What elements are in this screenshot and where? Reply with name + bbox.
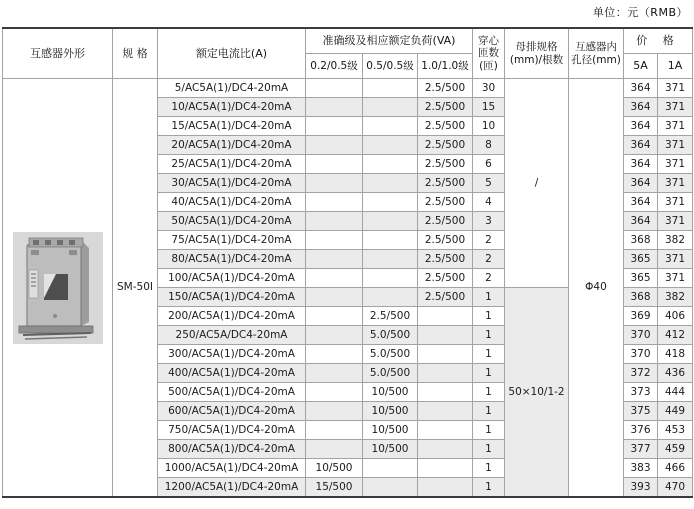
acc-02-cell: [306, 421, 363, 440]
acc-02-cell: [306, 288, 363, 307]
acc-02-cell: 10/500: [306, 459, 363, 478]
price-5a-cell: 376: [624, 421, 658, 440]
acc-10-cell: [418, 307, 473, 326]
ratio-cell: 600/AC5A(1)/DC4-20mA: [158, 402, 306, 421]
turns-cell: 3: [473, 212, 505, 231]
acc-02-cell: [306, 231, 363, 250]
turns-cell: 2: [473, 250, 505, 269]
turns-cell: 1: [473, 345, 505, 364]
price-5a-cell: 372: [624, 364, 658, 383]
acc-05-cell: 10/500: [363, 383, 418, 402]
busbar-slash-cell: /: [505, 79, 569, 288]
price-1a-cell: 371: [658, 98, 693, 117]
acc-10-cell: [418, 402, 473, 421]
ratio-cell: 500/AC5A(1)/DC4-20mA: [158, 383, 306, 402]
acc-02-cell: [306, 174, 363, 193]
price-1a-cell: 371: [658, 79, 693, 98]
ratio-cell: 200/AC5A(1)/DC4-20mA: [158, 307, 306, 326]
acc-02-cell: [306, 79, 363, 98]
turns-cell: 4: [473, 193, 505, 212]
acc-05-cell: 5.0/500: [363, 345, 418, 364]
acc-05-cell: [363, 117, 418, 136]
ratio-cell: 10/AC5A(1)/DC4-20mA: [158, 98, 306, 117]
acc-02-cell: [306, 364, 363, 383]
acc-10-cell: [418, 459, 473, 478]
acc-02-cell: [306, 383, 363, 402]
price-5a-cell: 364: [624, 79, 658, 98]
acc-05-cell: 5.0/500: [363, 364, 418, 383]
acc-02-cell: [306, 440, 363, 459]
acc-02-cell: [306, 307, 363, 326]
transformer-photo: [4, 230, 111, 346]
ratio-cell: 750/AC5A(1)/DC4-20mA: [158, 421, 306, 440]
header-turns-line1: 穿心: [478, 34, 499, 47]
header-turns-line2: 匝数: [478, 47, 499, 60]
acc-10-cell: [418, 440, 473, 459]
price-5a-cell: 364: [624, 136, 658, 155]
acc-10-cell: 2.5/500: [418, 231, 473, 250]
header-accuracy-group: 准确级及相应额定负荷(VA): [306, 28, 473, 54]
price-5a-cell: 368: [624, 231, 658, 250]
ratio-cell: 1200/AC5A(1)/DC4-20mA: [158, 478, 306, 498]
price-1a-cell: 412: [658, 326, 693, 345]
turns-cell: 1: [473, 402, 505, 421]
price-1a-cell: 371: [658, 174, 693, 193]
acc-02-cell: [306, 212, 363, 231]
acc-02-cell: [306, 98, 363, 117]
ratio-cell: 250/AC5A/DC4-20mA: [158, 326, 306, 345]
turns-cell: 1: [473, 326, 505, 345]
transformer-price-table: [2, 27, 693, 498]
acc-02-cell: [306, 402, 363, 421]
acc-05-cell: [363, 136, 418, 155]
acc-02-cell: [306, 250, 363, 269]
ratio-cell: 30/AC5A(1)/DC4-20mA: [158, 174, 306, 193]
ratio-cell: 25/AC5A(1)/DC4-20mA: [158, 155, 306, 174]
ratio-cell: 400/AC5A(1)/DC4-20mA: [158, 364, 306, 383]
header-acc-10: 1.0/1.0级: [418, 54, 473, 79]
ratio-cell: 50/AC5A(1)/DC4-20mA: [158, 212, 306, 231]
price-1a-cell: 470: [658, 478, 693, 498]
turns-cell: 1: [473, 478, 505, 498]
acc-10-cell: 2.5/500: [418, 288, 473, 307]
acc-10-cell: 2.5/500: [418, 212, 473, 231]
acc-05-cell: 10/500: [363, 440, 418, 459]
header-bore-line2: 孔径(mm): [571, 53, 621, 66]
acc-05-cell: [363, 155, 418, 174]
price-5a-cell: 370: [624, 345, 658, 364]
turns-cell: 10: [473, 117, 505, 136]
header-bore-line1: 互感器内: [575, 40, 617, 53]
price-1a-cell: 382: [658, 231, 693, 250]
price-1a-cell: 371: [658, 117, 693, 136]
price-1a-cell: 382: [658, 288, 693, 307]
header-price-group: 价 格: [624, 28, 693, 54]
price-5a-cell: 375: [624, 402, 658, 421]
acc-02-cell: [306, 345, 363, 364]
header-busbar: [505, 28, 569, 79]
price-1a-cell: 371: [658, 250, 693, 269]
acc-05-cell: [363, 98, 418, 117]
acc-10-cell: [418, 478, 473, 498]
price-5a-cell: 368: [624, 288, 658, 307]
price-1a-cell: 466: [658, 459, 693, 478]
price-5a-cell: 393: [624, 478, 658, 498]
table-header: [3, 28, 693, 79]
price-5a-cell: 364: [624, 98, 658, 117]
header-spec: 规 格: [113, 28, 158, 79]
acc-10-cell: [418, 345, 473, 364]
header-ratio: 额定电流比(A): [158, 28, 306, 79]
header-row-1: [3, 28, 693, 54]
price-1a-cell: 406: [658, 307, 693, 326]
acc-10-cell: 2.5/500: [418, 98, 473, 117]
acc-05-cell: [363, 174, 418, 193]
price-5a-cell: 377: [624, 440, 658, 459]
acc-05-cell: [363, 193, 418, 212]
turns-cell: 1: [473, 364, 505, 383]
busbar-spec-cell: 50×10/1-2: [505, 288, 569, 498]
price-1a-cell: 453: [658, 421, 693, 440]
ratio-cell: 800/AC5A(1)/DC4-20mA: [158, 440, 306, 459]
table-row: [3, 79, 693, 98]
price-5a-cell: 364: [624, 117, 658, 136]
price-1a-cell: 371: [658, 269, 693, 288]
header-turns: [473, 28, 505, 79]
turns-cell: 2: [473, 269, 505, 288]
acc-05-cell: [363, 231, 418, 250]
header-price-1a: 1A: [658, 54, 693, 79]
acc-10-cell: 2.5/500: [418, 269, 473, 288]
price-1a-cell: 371: [658, 136, 693, 155]
acc-05-cell: [363, 212, 418, 231]
acc-05-cell: 10/500: [363, 402, 418, 421]
price-5a-cell: 370: [624, 326, 658, 345]
acc-10-cell: [418, 364, 473, 383]
header-busbar-line1: 母排规格: [515, 40, 558, 53]
price-1a-cell: 371: [658, 212, 693, 231]
price-1a-cell: 459: [658, 440, 693, 459]
header-acc-02: 0.2/0.5级: [306, 54, 363, 79]
turns-cell: 2: [473, 231, 505, 250]
acc-10-cell: 2.5/500: [418, 174, 473, 193]
ratio-cell: 1000/AC5A(1)/DC4-20mA: [158, 459, 306, 478]
acc-02-cell: [306, 155, 363, 174]
price-1a-cell: 418: [658, 345, 693, 364]
turns-cell: 1: [473, 383, 505, 402]
header-bore: [569, 28, 624, 79]
price-1a-cell: 436: [658, 364, 693, 383]
acc-10-cell: 2.5/500: [418, 79, 473, 98]
acc-02-cell: [306, 193, 363, 212]
price-1a-cell: 449: [658, 402, 693, 421]
acc-02-cell: [306, 326, 363, 345]
acc-02-cell: 15/500: [306, 478, 363, 498]
acc-10-cell: [418, 421, 473, 440]
acc-10-cell: 2.5/500: [418, 117, 473, 136]
header-appearance: 互感器外形: [3, 28, 113, 79]
acc-10-cell: 2.5/500: [418, 193, 473, 212]
price-1a-cell: 371: [658, 193, 693, 212]
turns-cell: 1: [473, 288, 505, 307]
acc-10-cell: [418, 383, 473, 402]
unit-label: 单位：元（RMB）: [592, 6, 688, 19]
acc-05-cell: [363, 79, 418, 98]
price-5a-cell: 364: [624, 193, 658, 212]
acc-05-cell: [363, 250, 418, 269]
spec-cell: SM-50I: [113, 79, 158, 498]
ratio-cell: 80/AC5A(1)/DC4-20mA: [158, 250, 306, 269]
header-acc-05: 0.5/0.5级: [363, 54, 418, 79]
ratio-cell: 150/AC5A(1)/DC4-20mA: [158, 288, 306, 307]
price-5a-cell: 383: [624, 459, 658, 478]
price-5a-cell: 365: [624, 250, 658, 269]
price-1a-cell: 444: [658, 383, 693, 402]
turns-cell: 6: [473, 155, 505, 174]
bore-cell: Φ40: [569, 79, 624, 498]
turns-cell: 1: [473, 307, 505, 326]
acc-05-cell: 5.0/500: [363, 326, 418, 345]
acc-05-cell: [363, 269, 418, 288]
price-1a-cell: 371: [658, 155, 693, 174]
ratio-cell: 100/AC5A(1)/DC4-20mA: [158, 269, 306, 288]
price-5a-cell: 364: [624, 212, 658, 231]
acc-05-cell: 10/500: [363, 421, 418, 440]
acc-05-cell: [363, 288, 418, 307]
acc-10-cell: [418, 326, 473, 345]
ratio-cell: 5/AC5A(1)/DC4-20mA: [158, 79, 306, 98]
header-busbar-line2: (mm)/根数: [509, 53, 564, 66]
acc-02-cell: [306, 269, 363, 288]
turns-cell: 1: [473, 421, 505, 440]
acc-10-cell: 2.5/500: [418, 136, 473, 155]
ratio-cell: 15/AC5A(1)/DC4-20mA: [158, 117, 306, 136]
table-body: [3, 79, 693, 498]
turns-cell: 8: [473, 136, 505, 155]
acc-05-cell: 2.5/500: [363, 307, 418, 326]
turns-cell: 30: [473, 79, 505, 98]
acc-10-cell: 2.5/500: [418, 155, 473, 174]
ratio-cell: 40/AC5A(1)/DC4-20mA: [158, 193, 306, 212]
acc-05-cell: [363, 459, 418, 478]
ratio-cell: 75/AC5A(1)/DC4-20mA: [158, 231, 306, 250]
turns-cell: 5: [473, 174, 505, 193]
transformer-photo-image: [11, 230, 105, 346]
acc-10-cell: 2.5/500: [418, 250, 473, 269]
acc-02-cell: [306, 136, 363, 155]
header-price-5a: 5A: [624, 54, 658, 79]
turns-cell: 1: [473, 459, 505, 478]
price-5a-cell: 369: [624, 307, 658, 326]
turns-cell: 1: [473, 440, 505, 459]
turns-cell: 15: [473, 98, 505, 117]
product-photo-cell: [3, 79, 113, 498]
acc-02-cell: [306, 117, 363, 136]
price-5a-cell: 373: [624, 383, 658, 402]
price-5a-cell: 365: [624, 269, 658, 288]
price-5a-cell: 364: [624, 174, 658, 193]
price-5a-cell: 364: [624, 155, 658, 174]
acc-05-cell: [363, 478, 418, 498]
header-turns-line3: (匝): [479, 59, 498, 72]
ratio-cell: 300/AC5A(1)/DC4-20mA: [158, 345, 306, 364]
ratio-cell: 20/AC5A(1)/DC4-20mA: [158, 136, 306, 155]
